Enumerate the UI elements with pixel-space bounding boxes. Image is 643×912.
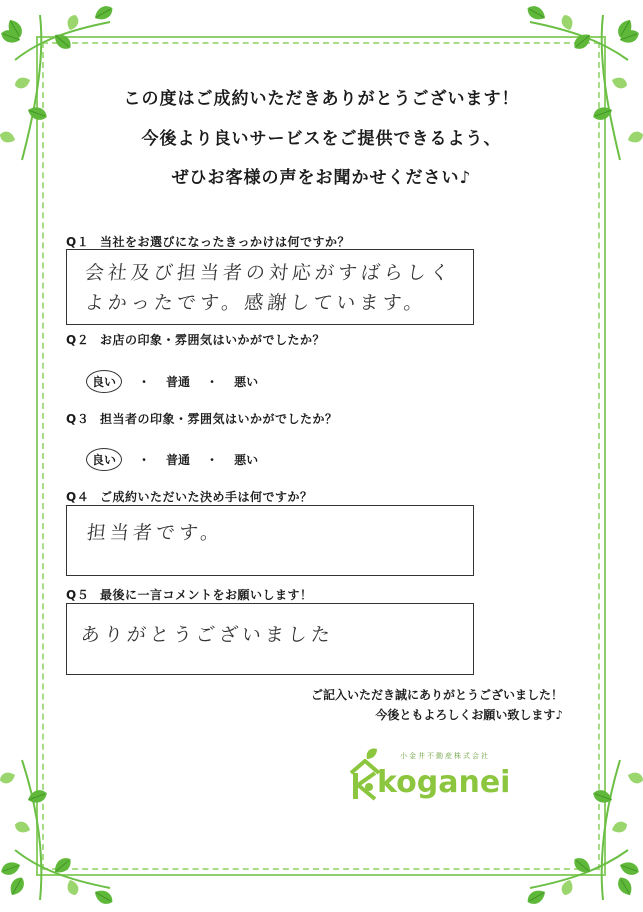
choice-good-selected[interactable]: 良い xyxy=(86,370,122,393)
handwritten-answer-line-1: 会社及び担当者の対応がすばらしく xyxy=(83,262,455,284)
choice-separator: ・ xyxy=(138,453,151,467)
koganei-logo xyxy=(345,745,535,805)
handwritten-answer-line-2: よかったです。感謝しています。 xyxy=(83,292,428,314)
choice-separator: ・ xyxy=(206,453,219,467)
header-line-2: 今後より良いサービスをご提供できるよう、 xyxy=(141,129,502,149)
answer-box-q4 xyxy=(66,505,474,576)
choice-bad[interactable]: 悪い xyxy=(234,375,259,389)
logo-company-name: 小金井不動産株式会社 xyxy=(400,752,490,760)
question-3 xyxy=(66,410,338,427)
choice-separator: ・ xyxy=(206,375,219,389)
question-text: 担当者の印象・雰囲気はいかがでしたか？ xyxy=(100,412,338,426)
header-line-1: この度はご成約いただきありがとうございます！ xyxy=(123,89,520,109)
vine-bottom-right xyxy=(525,760,643,907)
question-1 xyxy=(66,233,350,250)
question-number: Q１ xyxy=(66,235,90,249)
closing-line-2: 今後ともよろしくお願い致します♪ xyxy=(375,708,563,722)
question-text: お店の印象・雰囲気はいかがでしたか？ xyxy=(100,333,326,347)
header-line-3: ぜひお客様の声をお聞かせください♪ xyxy=(171,168,472,188)
closing-line-1: ご記入いただき誠にありがとうございました！ xyxy=(310,688,563,702)
choice-average[interactable]: 普通 xyxy=(166,453,191,467)
question-number: Q３ xyxy=(66,412,90,426)
question-number: Q２ xyxy=(66,333,90,347)
question-5 xyxy=(66,586,313,603)
handwritten-answer: ありがとうございました xyxy=(79,624,336,646)
question-text: ご成約いただいた決め手は何ですか？ xyxy=(100,490,313,504)
logo-wordmark: koganei xyxy=(377,765,511,800)
choice-bad[interactable]: 悪い xyxy=(234,453,259,467)
question-text: 最後に一言コメントをお願いします！ xyxy=(100,588,313,602)
question-4 xyxy=(66,488,313,505)
vine-bottom-left xyxy=(0,760,115,907)
choice-separator: ・ xyxy=(138,375,151,389)
choice-average[interactable]: 普通 xyxy=(166,375,191,389)
question-number: Q４ xyxy=(66,490,90,504)
choice-good-selected[interactable]: 良い xyxy=(86,448,122,471)
choices-q2 xyxy=(92,370,258,393)
handwritten-answer: 担当者です。 xyxy=(85,522,225,544)
choices-q3 xyxy=(92,448,258,471)
answer-box-q1 xyxy=(66,249,474,325)
question-text: 当社をお選びになったきっかけは何ですか？ xyxy=(100,235,351,249)
answer-box-q5 xyxy=(66,603,474,675)
question-number: Q５ xyxy=(66,588,90,602)
question-2 xyxy=(66,331,325,348)
